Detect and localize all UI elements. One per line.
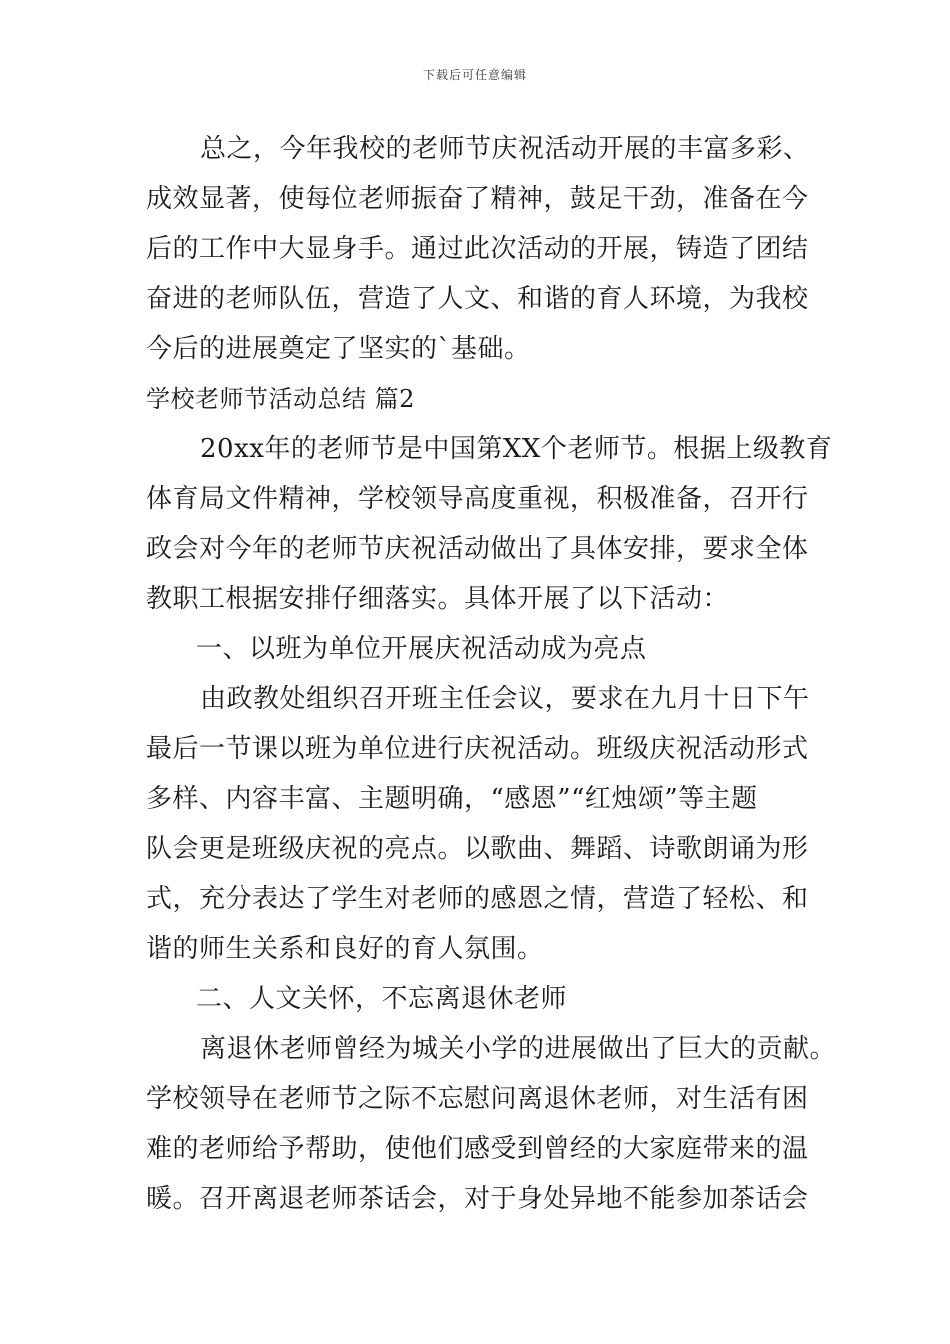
paragraph-line: 离退休老师曾经为城关小学的进展做出了巨大的贡献。 <box>200 1034 837 1064</box>
paragraph-line: 总之，今年我校的老师节庆祝活动开展的丰富多彩、 <box>200 134 810 164</box>
paragraph-line: 政会对今年的老师节庆祝活动做出了具体安排，要求全体 <box>146 534 809 564</box>
paragraph-line: 体育局文件精神，学校领导高度重视，积极准备，召开行 <box>146 484 809 514</box>
paragraph-line: 队会更是班级庆祝的亮点。以歌曲、舞蹈、诗歌朗诵为形 <box>146 834 809 864</box>
section-title: 学校老师节活动总结 篇2 <box>146 385 415 413</box>
paragraph-line: 今后的进展奠定了坚实的`基础。 <box>146 334 531 364</box>
paragraph-line: 谐的师生关系和良好的育人氛围。 <box>146 934 544 964</box>
subheading: 二、人文关怀，不忘离退休老师 <box>196 984 568 1014</box>
paragraph-line: 后的工作中大显身手。通过此次活动的开展，铸造了团结 <box>146 234 809 264</box>
paragraph-line: 由政教处组织召开班主任会议，要求在九月十日下午 <box>200 684 810 714</box>
paragraph-line: 教职工根据安排仔细落实。具体开展了以下活动： <box>146 584 730 614</box>
paragraph-line: 奋进的老师队伍，营造了人文、和谐的育人环境，为我校 <box>146 284 809 314</box>
paragraph-line: 学校领导在老师节之际不忘慰问离退休老师，对生活有困 <box>146 1084 809 1114</box>
paragraph-line: 成效显著，使每位老师振奋了精神，鼓足干劲，准备在今 <box>146 184 809 214</box>
header-note: 下载后可任意编辑 <box>422 68 527 82</box>
paragraph-line: 最后一节课以班为单位进行庆祝活动。班级庆祝活动形式 <box>146 734 809 764</box>
paragraph-line: 20xx年的老师节是中国第XX个老师节。根据上级教育 <box>200 434 833 464</box>
document-body <box>146 124 837 1224</box>
paragraph-line: 暖。召开离退老师茶话会，对于身处异地不能参加茶话会 <box>146 1184 809 1214</box>
paragraph-line: 难的老师给予帮助，使他们感受到曾经的大家庭带来的温 <box>146 1134 809 1164</box>
paragraph-line: 多样、内容丰富、主题明确，“感恩”“红烛颂”等主题 <box>146 784 758 814</box>
paragraph-line: 式，充分表达了学生对老师的感恩之情，营造了轻松、和 <box>146 884 809 914</box>
subheading: 一、以班为单位开展庆祝活动成为亮点 <box>196 634 647 664</box>
